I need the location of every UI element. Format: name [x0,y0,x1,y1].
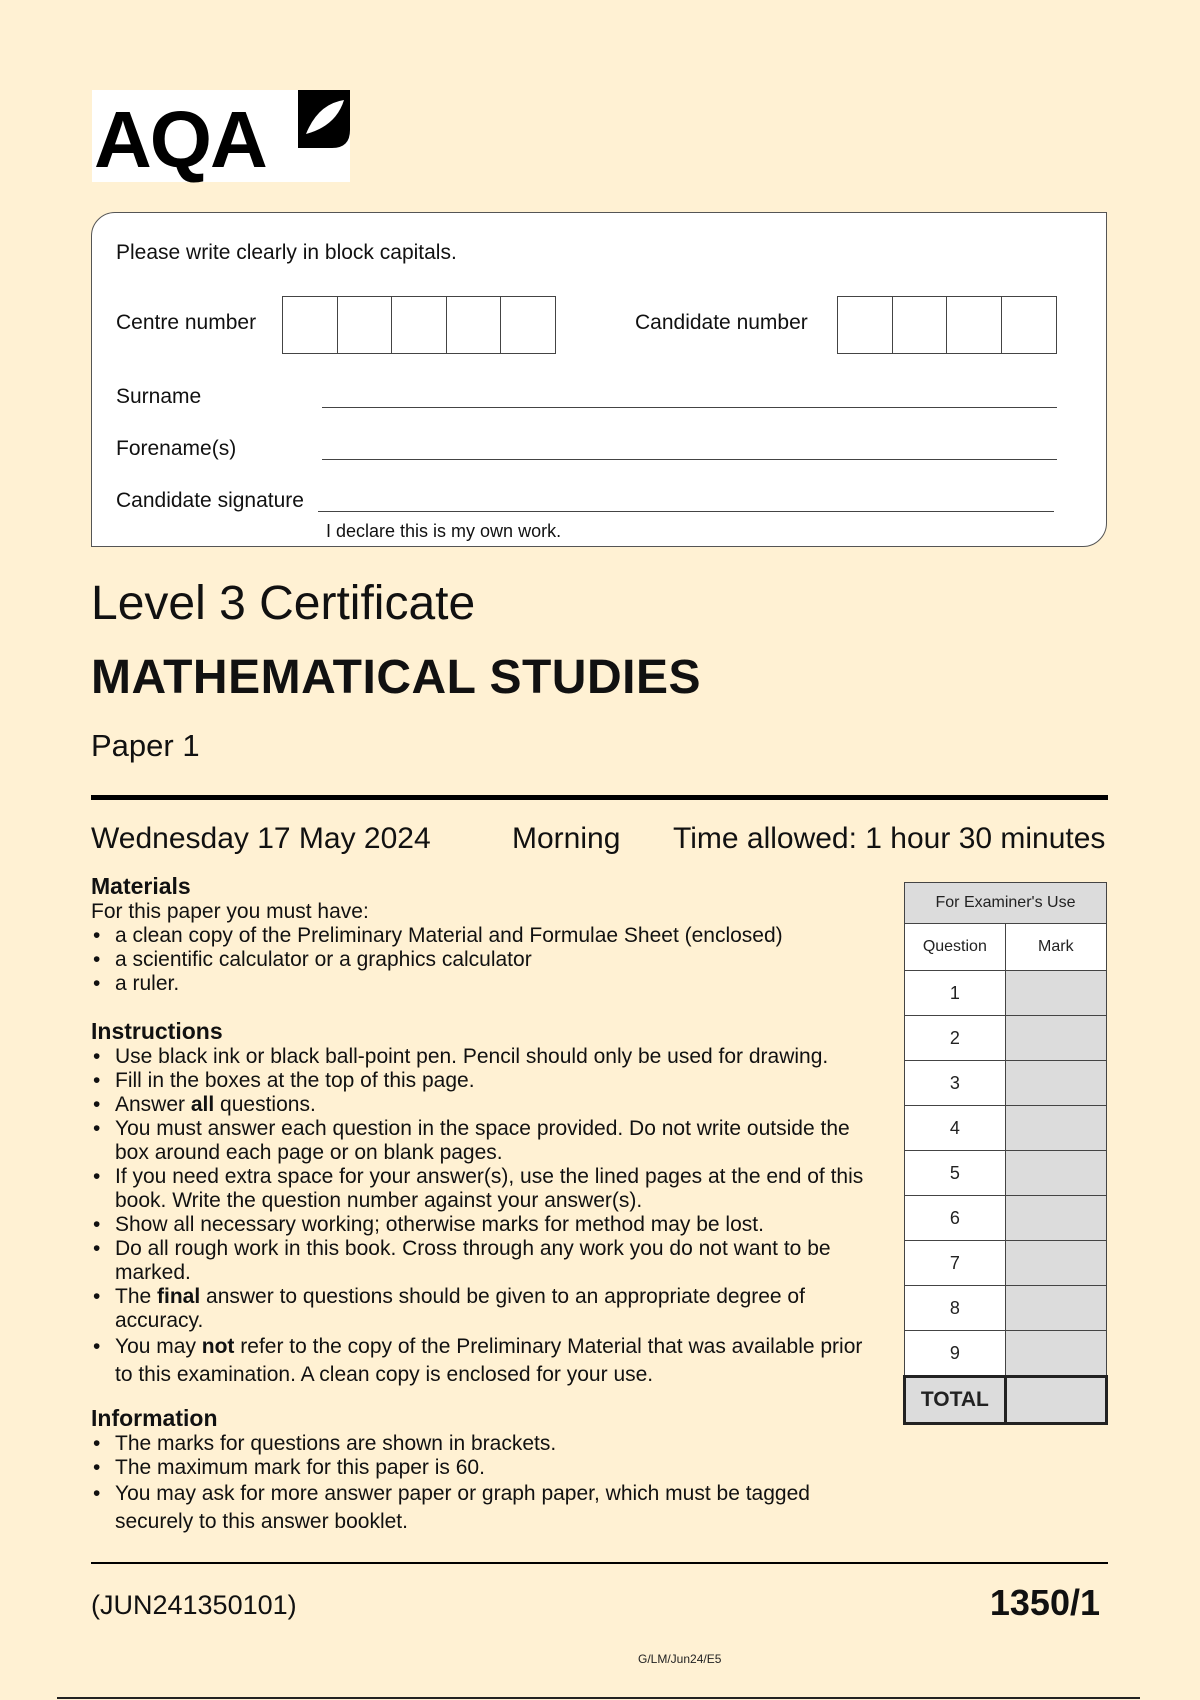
materials-intro: For this paper you must have: [91,900,369,923]
block-capitals-instruction: Please write clearly in block capitals. [116,241,457,264]
question-number: 7 [905,1241,1006,1286]
centre-number-boxes [282,296,556,354]
information-section [91,1405,885,1536]
mark-cell [1005,1061,1106,1106]
list-item: • Fill in the boxes at the top of this page. [91,1069,885,1093]
list-item: • You may not refer to the copy of the Preliminary Material that was available prior to this examination. A clean copy is enclosed for your use. [91,1333,885,1389]
list-item: • Answer all questions. [91,1093,885,1117]
candidate-number-digit-box[interactable] [1001,296,1057,354]
mark-cell [1005,1151,1106,1196]
question-number: 6 [905,1196,1006,1241]
question-column-header: Question [905,924,1006,971]
list-item: • a clean copy of the Preliminary Material and Formulae Sheet (enclosed) [91,924,885,948]
centre-number-digit-box[interactable] [391,296,447,354]
information-list [91,1432,885,1536]
materials-list [91,924,885,996]
exam-session: Morning [512,822,621,855]
total-mark-cell [1005,1377,1106,1424]
list-item: • a scientific calculator or a graphics calculator [91,948,885,972]
mark-cell [1005,1106,1106,1151]
list-item: • Show all necessary working; otherwise marks for method may be lost. [91,1213,885,1237]
list-item: • If you need extra space for your answer(s), use the lined pages at the end of this book. Write the question number against your answer(s). [91,1165,885,1213]
question-number: 2 [905,1016,1006,1061]
instructions-list [91,1045,885,1389]
qualification-level: Level 3 Certificate [91,577,476,630]
question-number: 3 [905,1061,1006,1106]
mark-cell [1005,1331,1106,1377]
mark-cell [1005,1286,1106,1331]
question-number: 5 [905,1151,1006,1196]
centre-number-label: Centre number [116,311,257,334]
list-item: • Do all rough work in this book. Cross through any work you do not want to be marked. [91,1237,885,1285]
declaration-text: I declare this is my own work. [326,521,562,541]
question-number: 8 [905,1286,1006,1331]
total-label: TOTAL [905,1377,1006,1424]
print-reference-code: G/LM/Jun24/E5 [638,1652,722,1666]
question-number: 9 [905,1331,1006,1377]
mark-column-header: Mark [1005,924,1106,971]
signature-label: Candidate signature [116,489,304,512]
list-item: • a ruler. [91,972,885,996]
candidate-number-digit-box[interactable] [946,296,1002,354]
subject-title: MATHEMATICAL STUDIES [91,651,701,704]
question-number: 4 [905,1106,1006,1151]
aqa-logo [92,90,350,182]
instructions-heading: Instructions [91,1018,223,1044]
title-divider [91,795,1108,800]
centre-number-digit-box[interactable] [337,296,393,354]
logo-text: AQA [94,95,266,184]
question-number: 1 [905,971,1006,1016]
candidate-number-boxes [837,296,1057,354]
list-item: • You must answer each question in the space provided. Do not write outside the box around each page or on blank pages. [91,1117,885,1165]
list-item: • The final answer to questions should be given to an appropriate degree of accuracy. [91,1285,885,1333]
candidate-number-digit-box[interactable] [837,296,893,354]
materials-section [91,873,885,996]
booklet-code: (JUN241350101) [91,1590,297,1620]
candidate-number-label: Candidate number [635,311,808,334]
list-item: • The maximum mark for this paper is 60. [91,1456,885,1480]
materials-heading: Materials [91,873,191,899]
examiner-use-heading: For Examiner's Use [905,883,1107,924]
centre-number-digit-box[interactable] [446,296,502,354]
mark-cell [1005,1196,1106,1241]
candidate-details-box [91,212,1107,547]
mark-cell [1005,1016,1106,1061]
footer-divider [91,1562,1108,1564]
forename-field[interactable] [322,459,1057,460]
mark-cell [1005,971,1106,1016]
list-item: • You may ask for more answer paper or graph paper, which must be tagged securely to this answer booklet. [91,1480,885,1536]
surname-field[interactable] [322,407,1057,408]
exam-date: Wednesday 17 May 2024 [91,822,431,855]
mark-cell [1005,1241,1106,1286]
instructions-section [91,1018,885,1389]
list-item: • Use black ink or black ball-point pen. Pencil should only be used for drawing. [91,1045,885,1069]
list-item: • The marks for questions are shown in brackets. [91,1432,885,1456]
forename-label: Forename(s) [116,437,237,460]
candidate-number-digit-box[interactable] [892,296,948,354]
centre-number-digit-box[interactable] [500,296,556,354]
paper-code: 1350/1 [989,1582,1100,1623]
information-heading: Information [91,1405,218,1431]
surname-label: Surname [116,385,202,408]
centre-number-digit-box[interactable] [282,296,338,354]
paper-title: Paper 1 [91,728,200,763]
time-allowed: Time allowed: 1 hour 30 minutes [673,822,1106,855]
examiner-use-table [903,882,1108,1425]
signature-field[interactable] [318,511,1054,512]
page-bottom-rule [57,1697,1140,1699]
logo-mark-icon [296,90,350,148]
